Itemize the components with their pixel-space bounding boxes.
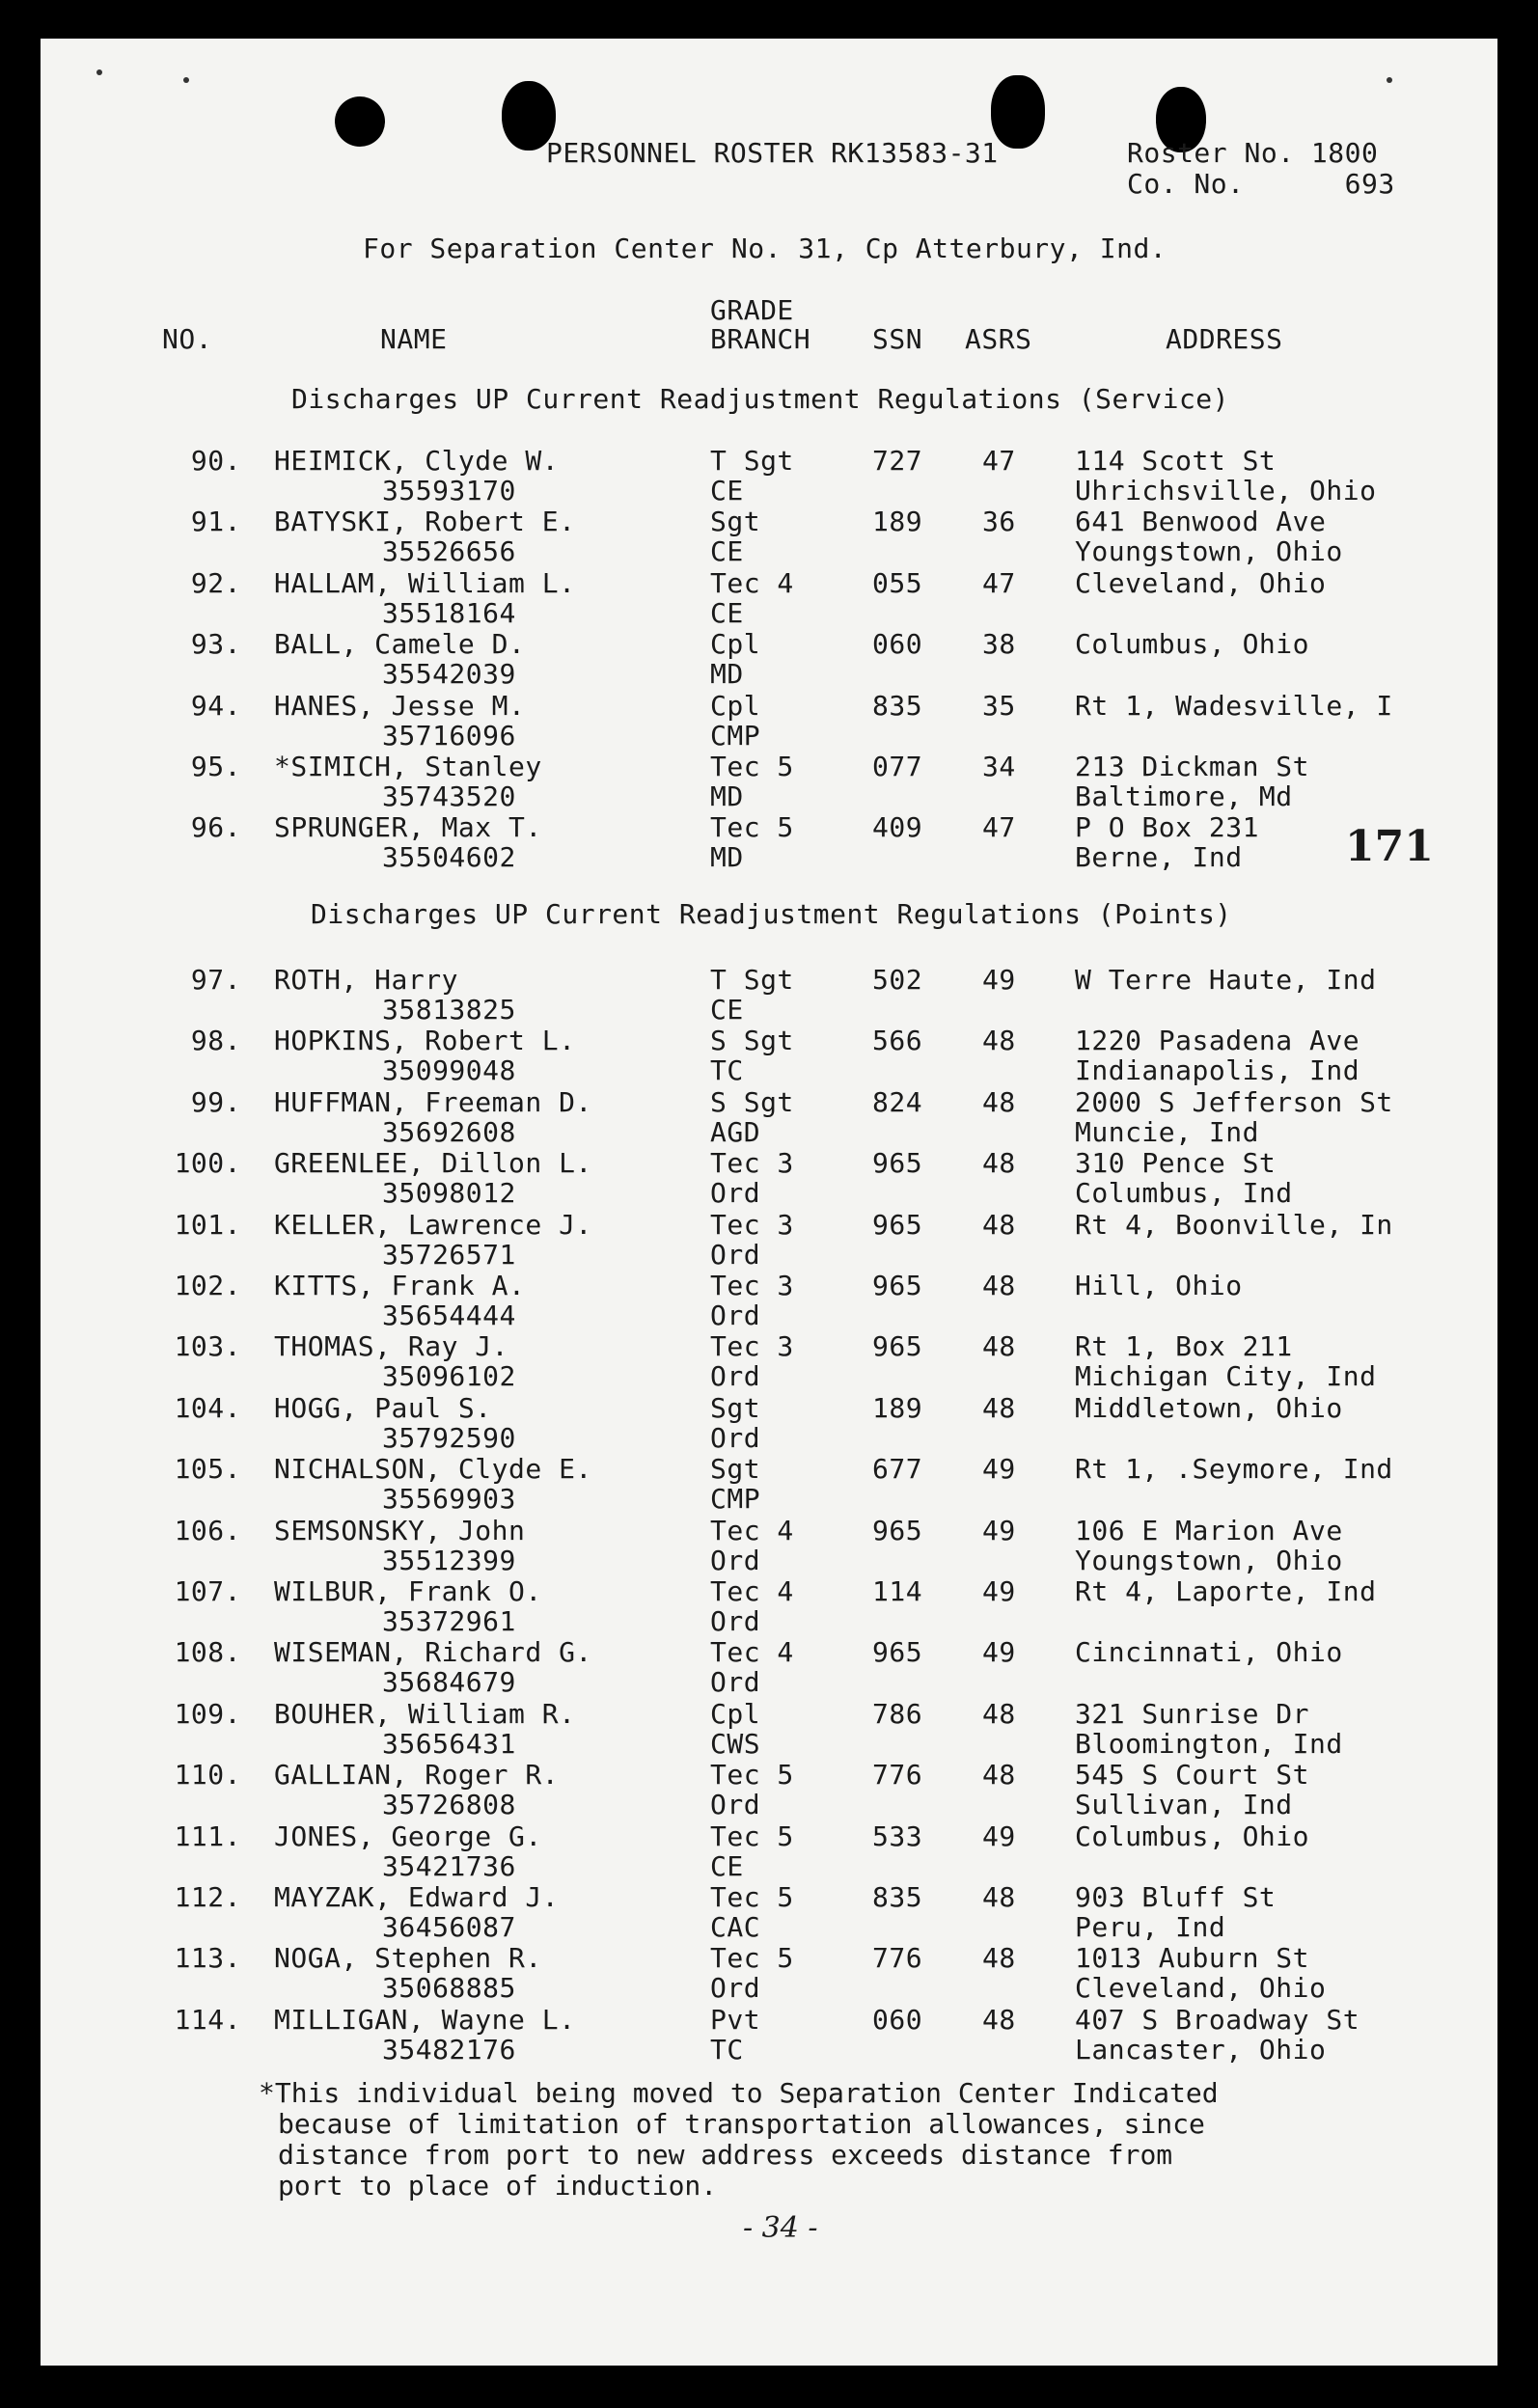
- soldier-name: BALL, Camele D.: [274, 628, 526, 660]
- asrs: 48: [982, 1209, 1016, 1241]
- asrs: 48: [982, 1759, 1016, 1791]
- branch: Ord: [710, 1545, 761, 1576]
- row-number: 114.: [174, 2004, 241, 2036]
- address-line-2: Bloomington, Ind: [1075, 1728, 1343, 1760]
- row-number: 104.: [174, 1392, 241, 1424]
- branch: Ord: [710, 1360, 761, 1392]
- branch: Ord: [710, 1972, 761, 2004]
- address-line-2: Peru, Ind: [1075, 1911, 1226, 1943]
- serial-number: 35526656: [382, 535, 516, 567]
- branch: Ord: [710, 1300, 761, 1331]
- serial-number: 35792590: [382, 1422, 516, 1454]
- serial-number: 35726571: [382, 1239, 516, 1271]
- soldier-name: HALLAM, William L.: [274, 567, 576, 599]
- row-number: 94.: [190, 690, 241, 722]
- branch: AGD: [710, 1116, 761, 1148]
- asrs: 47: [982, 445, 1016, 477]
- col-header-ssn: SSN: [872, 323, 923, 355]
- ssn: 533: [872, 1820, 923, 1852]
- row-number: 108.: [174, 1636, 241, 1668]
- soldier-name: MAYZAK, Edward J.: [274, 1881, 560, 1913]
- ssn: 189: [872, 506, 923, 537]
- asrs: 49: [982, 1575, 1016, 1607]
- asrs: 48: [982, 1086, 1016, 1118]
- asrs: 48: [982, 1147, 1016, 1179]
- branch: CE: [710, 475, 744, 506]
- punch-hole: [991, 75, 1045, 149]
- ssn: 835: [872, 1881, 923, 1913]
- ssn: 776: [872, 1942, 923, 1974]
- serial-number: 35421736: [382, 1850, 516, 1882]
- asrs: 49: [982, 1515, 1016, 1546]
- serial-number: 35542039: [382, 658, 516, 690]
- row-number: 99.: [190, 1086, 241, 1118]
- col-header-grade: GRADE: [710, 294, 794, 326]
- address-line-1: Columbus, Ohio: [1075, 1820, 1310, 1852]
- ssn: 965: [872, 1636, 923, 1668]
- address-line-1: Middletown, Ohio: [1075, 1392, 1343, 1424]
- address-line-1: 1220 Pasadena Ave: [1075, 1025, 1360, 1056]
- branch: CMP: [710, 1483, 761, 1515]
- address-line-1: W Terre Haute, Ind: [1075, 964, 1377, 996]
- soldier-name: GALLIAN, Roger R.: [274, 1759, 560, 1791]
- asrs: 48: [982, 1392, 1016, 1424]
- handwritten-number: 171: [1345, 822, 1434, 871]
- row-number: 97.: [190, 964, 241, 996]
- ssn: 114: [872, 1575, 923, 1607]
- asrs: 49: [982, 1453, 1016, 1485]
- row-number: 107.: [174, 1575, 241, 1607]
- asrs: 48: [982, 1881, 1016, 1913]
- section-title-points: Discharges UP Current Readjustment Regulations (Points): [311, 898, 1232, 930]
- soldier-name: KELLER, Lawrence J.: [274, 1209, 592, 1241]
- asrs: 48: [982, 1270, 1016, 1301]
- address-line-1: Rt 1, Wadesville, I: [1075, 690, 1393, 722]
- soldier-name: ROTH, Harry: [274, 964, 458, 996]
- asrs: 49: [982, 1636, 1016, 1668]
- ssn: 189: [872, 1392, 923, 1424]
- row-number: 105.: [174, 1453, 241, 1485]
- asrs: 36: [982, 506, 1016, 537]
- branch: Ord: [710, 1605, 761, 1637]
- soldier-name: HOGG, Paul S.: [274, 1392, 492, 1424]
- serial-number: 35504602: [382, 841, 516, 873]
- asrs: 48: [982, 2004, 1016, 2036]
- serial-number: 35593170: [382, 475, 516, 506]
- branch: MD: [710, 841, 744, 873]
- row-number: 112.: [174, 1881, 241, 1913]
- ssn: 965: [872, 1147, 923, 1179]
- row-number: 100.: [174, 1147, 241, 1179]
- grade: Tec 5: [710, 1759, 794, 1791]
- ssn: 835: [872, 690, 923, 722]
- serial-number: 35813825: [382, 994, 516, 1026]
- address-line-1: P O Box 231: [1075, 811, 1259, 843]
- grade: Cpl: [710, 690, 761, 722]
- branch: Ord: [710, 1666, 761, 1698]
- footnote-line: *This individual being moved to Separation Center Indicated: [259, 2077, 1219, 2109]
- footnote-line: because of limitation of transportation allowances, since: [278, 2108, 1205, 2140]
- branch: CE: [710, 535, 744, 567]
- grade: Tec 5: [710, 1820, 794, 1852]
- col-header-no: NO.: [162, 323, 213, 355]
- row-number: 98.: [190, 1025, 241, 1056]
- grade: Pvt: [710, 2004, 761, 2036]
- branch: CMP: [710, 720, 761, 752]
- ssn: 409: [872, 811, 923, 843]
- row-number: 93.: [190, 628, 241, 660]
- branch: CAC: [710, 1911, 761, 1943]
- soldier-name: BATYSKI, Robert E.: [274, 506, 576, 537]
- address-line-2: Muncie, Ind: [1075, 1116, 1259, 1148]
- footnote-line: port to place of induction.: [278, 2170, 718, 2202]
- speck: [1387, 77, 1392, 83]
- row-number: 96.: [190, 811, 241, 843]
- asrs: 47: [982, 567, 1016, 599]
- soldier-name: HANES, Jesse M.: [274, 690, 526, 722]
- address-line-1: 310 Pence St: [1075, 1147, 1277, 1179]
- row-number: 113.: [174, 1942, 241, 1974]
- serial-number: 36456087: [382, 1911, 516, 1943]
- grade: Tec 3: [710, 1270, 794, 1301]
- address-line-1: 407 S Broadway St: [1075, 2004, 1360, 2036]
- asrs: 35: [982, 690, 1016, 722]
- punch-hole: [335, 96, 385, 147]
- address-line-1: Rt 1, Box 211: [1075, 1330, 1293, 1362]
- serial-number: 35684679: [382, 1666, 516, 1698]
- branch: CE: [710, 1850, 744, 1882]
- grade: S Sgt: [710, 1025, 794, 1056]
- grade: T Sgt: [710, 964, 794, 996]
- address-line-1: Rt 1, .Seymore, Ind: [1075, 1453, 1393, 1485]
- address-line-1: Rt 4, Boonville, In: [1075, 1209, 1393, 1241]
- serial-number: 35372961: [382, 1605, 516, 1637]
- ssn: 965: [872, 1270, 923, 1301]
- address-line-2: Columbus, Ind: [1075, 1177, 1293, 1209]
- ssn: 965: [872, 1209, 923, 1241]
- col-header-asrs: ASRS: [965, 323, 1032, 355]
- branch: Ord: [710, 1789, 761, 1820]
- ssn: 566: [872, 1025, 923, 1056]
- address-line-2: Berne, Ind: [1075, 841, 1243, 873]
- address-line-2: Youngstown, Ohio: [1075, 535, 1343, 567]
- soldier-name: SEMSONSKY, John: [274, 1515, 526, 1546]
- ssn: 502: [872, 964, 923, 996]
- serial-number: 35512399: [382, 1545, 516, 1576]
- address-line-1: Cincinnati, Ohio: [1075, 1636, 1343, 1668]
- row-number: 101.: [174, 1209, 241, 1241]
- address-line-1: Hill, Ohio: [1075, 1270, 1243, 1301]
- address-line-2: Indianapolis, Ind: [1075, 1054, 1360, 1086]
- asrs: 48: [982, 1330, 1016, 1362]
- grade: Cpl: [710, 628, 761, 660]
- grade: Tec 3: [710, 1147, 794, 1179]
- branch: CE: [710, 994, 744, 1026]
- address-line-1: 2000 S Jefferson St: [1075, 1086, 1393, 1118]
- grade: T Sgt: [710, 445, 794, 477]
- separation-center: For Separation Center No. 31, Cp Atterbury, Ind.: [363, 233, 1167, 264]
- ssn: 727: [872, 445, 923, 477]
- grade: Tec 4: [710, 567, 794, 599]
- serial-number: 35096102: [382, 1360, 516, 1392]
- grade: Tec 4: [710, 1636, 794, 1668]
- ssn: 060: [872, 628, 923, 660]
- grade: Cpl: [710, 1698, 761, 1730]
- row-number: 106.: [174, 1515, 241, 1546]
- branch: Ord: [710, 1177, 761, 1209]
- row-number: 110.: [174, 1759, 241, 1791]
- asrs: 48: [982, 1698, 1016, 1730]
- grade: Tec 4: [710, 1515, 794, 1546]
- col-header-branch: BRANCH: [710, 323, 811, 355]
- row-number: 111.: [174, 1820, 241, 1852]
- address-line-1: 545 S Court St: [1075, 1759, 1310, 1791]
- address-line-1: 106 E Marion Ave: [1075, 1515, 1343, 1546]
- address-line-1: Cleveland, Ohio: [1075, 567, 1327, 599]
- ssn: 677: [872, 1453, 923, 1485]
- soldier-name: HOPKINS, Robert L.: [274, 1025, 576, 1056]
- speck: [183, 77, 189, 83]
- address-line-2: Michigan City, Ind: [1075, 1360, 1377, 1392]
- address-line-2: Sullivan, Ind: [1075, 1789, 1293, 1820]
- page-number: - 34 -: [743, 2211, 818, 2245]
- address-line-2: Baltimore, Md: [1075, 780, 1293, 812]
- ssn: 965: [872, 1330, 923, 1362]
- branch: CE: [710, 597, 744, 629]
- grade: S Sgt: [710, 1086, 794, 1118]
- col-header-address: ADDRESS: [1166, 323, 1283, 355]
- row-number: 102.: [174, 1270, 241, 1301]
- address-line-1: 213 Dickman St: [1075, 751, 1310, 782]
- row-number: 109.: [174, 1698, 241, 1730]
- roster-title: PERSONNEL ROSTER RK13583-31: [546, 137, 999, 169]
- address-line-2: Uhrichsville, Ohio: [1075, 475, 1377, 506]
- address-line-1: 903 Bluff St: [1075, 1881, 1277, 1913]
- col-header-name: NAME: [380, 323, 448, 355]
- address-line-2: Lancaster, Ohio: [1075, 2034, 1327, 2066]
- branch: Ord: [710, 1239, 761, 1271]
- serial-number: 35654444: [382, 1300, 516, 1331]
- serial-number: 35518164: [382, 597, 516, 629]
- asrs: 47: [982, 811, 1016, 843]
- soldier-name: GREENLEE, Dillon L.: [274, 1147, 592, 1179]
- branch: Ord: [710, 1422, 761, 1454]
- soldier-name: KITTS, Frank A.: [274, 1270, 526, 1301]
- asrs: 48: [982, 1942, 1016, 1974]
- speck: [96, 69, 102, 75]
- asrs: 34: [982, 751, 1016, 782]
- row-number: 103.: [174, 1330, 241, 1362]
- branch: MD: [710, 780, 744, 812]
- serial-number: 35482176: [382, 2034, 516, 2066]
- serial-number: 35098012: [382, 1177, 516, 1209]
- grade: Tec 4: [710, 1575, 794, 1607]
- address-line-2: Cleveland, Ohio: [1075, 1972, 1327, 2004]
- soldier-name: SPRUNGER, Max T.: [274, 811, 542, 843]
- soldier-name: WISEMAN, Richard G.: [274, 1636, 592, 1668]
- grade: Tec 5: [710, 751, 794, 782]
- address-line-1: 641 Benwood Ave: [1075, 506, 1327, 537]
- soldier-name: HUFFMAN, Freeman D.: [274, 1086, 592, 1118]
- grade: Sgt: [710, 506, 761, 537]
- ssn: 965: [872, 1515, 923, 1546]
- ssn: 077: [872, 751, 923, 782]
- serial-number: 35726808: [382, 1789, 516, 1820]
- serial-number: 35099048: [382, 1054, 516, 1086]
- address-line-2: Youngstown, Ohio: [1075, 1545, 1343, 1576]
- roster-number: Roster No. 1800: [1127, 137, 1379, 169]
- asrs: 49: [982, 1820, 1016, 1852]
- address-line-1: 321 Sunrise Dr: [1075, 1698, 1310, 1730]
- address-line-1: Rt 4, Laporte, Ind: [1075, 1575, 1377, 1607]
- branch: CWS: [710, 1728, 761, 1760]
- ssn: 824: [872, 1086, 923, 1118]
- grade: Tec 5: [710, 1942, 794, 1974]
- branch: TC: [710, 1054, 744, 1086]
- soldier-name: JONES, George G.: [274, 1820, 542, 1852]
- soldier-name: WILBUR, Frank O.: [274, 1575, 542, 1607]
- soldier-name: MILLIGAN, Wayne L.: [274, 2004, 576, 2036]
- soldier-name: NICHALSON, Clyde E.: [274, 1453, 592, 1485]
- section-title-service: Discharges UP Current Readjustment Regulations (Service): [291, 383, 1230, 415]
- grade: Tec 5: [710, 1881, 794, 1913]
- asrs: 48: [982, 1025, 1016, 1056]
- footnote-line: distance from port to new address exceeds distance from: [278, 2139, 1173, 2171]
- company-number: Co. No. 693: [1127, 168, 1395, 200]
- ssn: 060: [872, 2004, 923, 2036]
- grade: Tec 3: [710, 1209, 794, 1241]
- asrs: 38: [982, 628, 1016, 660]
- serial-number: 35656431: [382, 1728, 516, 1760]
- soldier-name: BOUHER, William R.: [274, 1698, 576, 1730]
- address-line-1: Columbus, Ohio: [1075, 628, 1310, 660]
- serial-number: 35569903: [382, 1483, 516, 1515]
- ssn: 055: [872, 567, 923, 599]
- soldier-name: *SIMICH, Stanley: [274, 751, 542, 782]
- grade: Tec 5: [710, 811, 794, 843]
- row-number: 95.: [190, 751, 241, 782]
- serial-number: 35692608: [382, 1116, 516, 1148]
- address-line-1: 1013 Auburn St: [1075, 1942, 1310, 1974]
- grade: Tec 3: [710, 1330, 794, 1362]
- ssn: 776: [872, 1759, 923, 1791]
- serial-number: 35716096: [382, 720, 516, 752]
- row-number: 92.: [190, 567, 241, 599]
- serial-number: 35068885: [382, 1972, 516, 2004]
- row-number: 91.: [190, 506, 241, 537]
- grade: Sgt: [710, 1453, 761, 1485]
- soldier-name: HEIMICK, Clyde W.: [274, 445, 560, 477]
- asrs: 49: [982, 964, 1016, 996]
- branch: MD: [710, 658, 744, 690]
- soldier-name: NOGA, Stephen R.: [274, 1942, 542, 1974]
- grade: Sgt: [710, 1392, 761, 1424]
- address-line-1: 114 Scott St: [1075, 445, 1277, 477]
- row-number: 90.: [190, 445, 241, 477]
- branch: TC: [710, 2034, 744, 2066]
- soldier-name: THOMAS, Ray J.: [274, 1330, 509, 1362]
- serial-number: 35743520: [382, 780, 516, 812]
- ssn: 786: [872, 1698, 923, 1730]
